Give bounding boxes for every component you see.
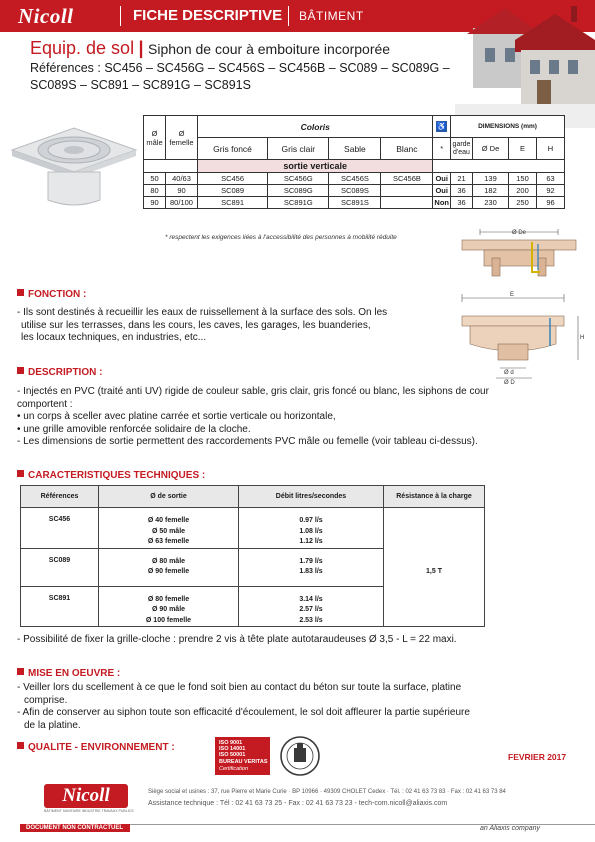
cell-male: 80 (144, 185, 166, 197)
cell-access: Oui (433, 185, 451, 197)
col-accessibility (433, 116, 451, 138)
bureau-veritas-seal-icon (270, 734, 322, 778)
product-table (143, 115, 565, 209)
debit-line: 2.57 l/s (299, 606, 323, 613)
col-resistance: Résistance à la charge (384, 486, 485, 508)
table-row (144, 197, 565, 209)
text-line: comportent : (17, 398, 73, 410)
bullet-square-icon (17, 367, 24, 374)
debit-line: 1.79 l/s (299, 557, 323, 565)
accessibility-note: * respectent les exigences liées à l'accessibilité des personnes à mobilité réduite (165, 234, 397, 241)
debit-line: 0.97 l/s (299, 517, 323, 524)
col-coloris: Coloris (198, 116, 433, 138)
col-h: H (537, 138, 565, 160)
cell-sortie (99, 508, 239, 549)
text-line: les locaux techniques, en industries, etc... (21, 332, 207, 343)
label-h: H (580, 335, 585, 341)
text-line: de la platine. (24, 719, 81, 731)
text-line: - Afin de conserver au siphon toute son efficacité d'écoulement, le sol doit affleurer la partie supérieure (17, 707, 470, 718)
col-references: Références (21, 486, 99, 508)
heading-text: DESCRIPTION : (28, 367, 103, 378)
sortie-line: Ø 63 femelle (147, 538, 190, 545)
cell-e: 150 (509, 173, 537, 185)
heading-text: MISE EN OEUVRE : (28, 668, 121, 679)
cell-access: Oui (433, 173, 451, 185)
cell-blanc (381, 185, 433, 197)
sortie-line: Ø 80 femelle (147, 595, 190, 603)
cell-blanc: SC456B (381, 173, 433, 185)
table-row (21, 508, 485, 549)
text-line: comprise. (24, 694, 68, 706)
footer-disclaimer: DOCUMENT NON CONTRACTUEL (26, 825, 123, 831)
text-line: utilise sur les terrasses, dans les cours, les caves, les garages, les buanderies, (21, 319, 371, 331)
label-d-big: Ø D (504, 380, 515, 386)
col-male: Ø mâle (144, 116, 166, 160)
text-line: - Les dimensions de sortie permettent des raccordements PVC mâle ou femelle (voir tableau ci-dessus). (17, 436, 478, 447)
fonction-text (17, 307, 437, 345)
heading-text: CARACTERISTIQUES TECHNIQUES : (28, 470, 206, 481)
cell-gris-fonce: SC089 (198, 185, 268, 197)
debit-line: 1.83 l/s (299, 568, 323, 575)
cell-femelle: 90 (166, 185, 198, 197)
cell-sable: SC456S (329, 173, 381, 185)
header-category: BÂTIMENT (299, 9, 364, 23)
footer-aliaxis: an Aliaxis company (480, 825, 541, 832)
fixing-note: - Possibilité de fixer la grille-cloche : prendre 2 vis à tête plate autotaraudeuses Ø 3,5 - L = 22 maxi. (17, 634, 457, 645)
title-product: Siphon de cour à emboiture incorporée (148, 41, 391, 57)
heading-text: QUALITE - ENVIRONNEMENT : (28, 742, 175, 753)
cell-femelle: 40/63 (166, 173, 198, 185)
sortie-line: Ø 50 mâle (151, 527, 186, 535)
cell-gris-fonce: SC891 (198, 197, 268, 209)
cell-debit (239, 548, 384, 586)
refs-line: Références : SC456 – SC456G – SC456S – SC456B – SC089 – SC089G – (30, 61, 450, 75)
label-e: E (510, 292, 515, 298)
iso-label: ISO 9001 (219, 740, 243, 746)
product-photo (8, 116, 140, 212)
col-gris-fonce: Gris foncé (198, 138, 268, 160)
section-heading-fonction (17, 288, 86, 301)
cell-e: 250 (509, 197, 537, 209)
cell-de: 139 (473, 173, 509, 185)
bullet-square-icon (17, 289, 24, 296)
iso-label: ISO 50001 (219, 752, 246, 758)
characteristics-table (20, 485, 485, 627)
label-de: Ø De (512, 230, 527, 236)
bullet-square-icon (17, 668, 24, 675)
sortie-line: Ø 40 femelle (147, 517, 190, 524)
cell-ref: SC089 (21, 548, 99, 586)
footer-head-office: Siège social et usines : 37, rue Pierre et Marie Curie · BP 10966 · 49309 CHOLET Cedex · Tél. : 02 41 63 73 83 · Fax : 02 41 63 73 84 (148, 789, 506, 795)
table-row (144, 173, 565, 185)
refs-line: SC089S – SC891 – SC891G – SC891S (30, 78, 251, 92)
section-heading-qualite (17, 741, 175, 754)
col-garde-eau: garde d'eau (451, 138, 473, 160)
cell-male: 90 (144, 197, 166, 209)
table-row (144, 185, 565, 197)
col-blanc: Blanc (381, 138, 433, 160)
cell-sable: SC089S (329, 185, 381, 197)
title-family: Equip. de sol (30, 38, 135, 58)
cell-debit (239, 586, 384, 627)
text-line: - Veiller lors du scellement à ce que le fond soit bien au contact du béton sur toute la surface, platine (17, 682, 462, 693)
nicoll-logo: Nicoll (18, 4, 74, 28)
header-divider (120, 6, 121, 26)
empty-cell (144, 160, 198, 173)
header-title: FICHE DESCRIPTIVE (133, 7, 283, 24)
cell-gris-fonce: SC456 (198, 173, 268, 185)
cell-access: Non (434, 198, 449, 207)
debit-line: 1.12 l/s (299, 538, 323, 545)
product-references (30, 60, 450, 94)
sortie-line: Ø 90 mâle (151, 606, 186, 613)
text-line: - Ils sont destinés à recueillir les eaux de ruissellement à la surface des sols. On les (17, 307, 388, 318)
certification-label: Certification (219, 766, 249, 772)
footer-tagline: BÂTIMENT SANITAIRE INDUSTRIE TRAVAUX PUBLICS (44, 809, 134, 813)
bullet-square-icon (17, 742, 24, 749)
wheelchair-icon: ♿ (436, 122, 447, 131)
cell-sable: SC891S (329, 197, 381, 209)
bullet-square-icon (17, 470, 24, 477)
col-debit: Débit litres/secondes (239, 486, 384, 508)
debit-line: 2.53 l/s (299, 616, 323, 624)
cell-ref: SC456 (21, 508, 99, 549)
cell-femelle: 80/100 (166, 197, 198, 209)
sortie-line: Ø 100 femelle (145, 616, 192, 624)
cell-ref: SC891 (21, 586, 99, 627)
cell-resistance: 1,5 T (384, 508, 485, 627)
cell-gris-clair: SC891G (268, 197, 329, 209)
cell-debit (239, 508, 384, 549)
section-heading-caracteristiques (17, 469, 205, 482)
header-divider (288, 6, 289, 26)
col-star: * (433, 138, 451, 160)
sortie-verticale-label: sortie verticale (198, 160, 433, 173)
document-date: FEVRIER 2017 (508, 752, 567, 762)
col-e: E (509, 138, 537, 160)
bureau-veritas-label: BUREAU VERITAS (219, 759, 268, 765)
cell-garde: 21 (451, 173, 473, 185)
text-line: • une grille amovible renforcée solidaire de la cloche. (17, 423, 251, 435)
cell-h: 96 (537, 197, 565, 209)
description-text (17, 386, 577, 449)
title-separator: | (138, 38, 144, 58)
cell-sortie (99, 586, 239, 627)
debit-line: 3.14 l/s (299, 595, 323, 603)
iso-label: ISO 14001 (219, 746, 246, 752)
cell-gris-clair: SC456G (268, 173, 329, 185)
col-sable: Sable (329, 138, 381, 160)
product-title (30, 38, 450, 60)
cell-sortie (99, 548, 239, 586)
empty-cell (433, 160, 565, 173)
mise-text (17, 682, 577, 732)
cell-gris-clair: SC089G (268, 185, 329, 197)
cell-h: 92 (537, 185, 565, 197)
text-line: - Injectés en PVC (traité anti UV) rigide de couleur sable, gris clair, gris foncé ou blanc, les siphons de cour (17, 386, 489, 397)
cell-male: 50 (144, 173, 166, 185)
col-femelle: Ø femelle (166, 116, 198, 160)
debit-line: 1.08 l/s (299, 527, 323, 535)
cell-de: 182 (473, 185, 509, 197)
section-heading-mise-en-oeuvre (17, 667, 120, 680)
col-gris-clair: Gris clair (268, 138, 329, 160)
cell-garde: 36 (451, 197, 473, 209)
heading-text: FONCTION : (28, 289, 87, 300)
section-heading-description (17, 366, 102, 379)
col-dimensions: DIMENSIONS (mm) (451, 116, 565, 138)
sortie-line: Ø 90 femelle (147, 568, 190, 575)
footer-nicoll-logo: Nicoll (44, 784, 128, 808)
cell-blanc (381, 197, 433, 209)
cell-h: 63 (537, 173, 565, 185)
technical-drawing (440, 226, 595, 386)
label-d-small: Ø d (504, 370, 514, 376)
sortie-line: Ø 80 mâle (151, 557, 186, 565)
col-sortie: Ø de sortie (99, 486, 239, 508)
footer-technical-assistance: Assistance technique : Tél : 02 41 63 73 25 - Fax : 02 41 63 73 23 - tech-com.nicoll@aliaxis.com (148, 800, 448, 807)
text-line: • un corps à sceller avec platine carrée et sortie verticale ou horizontale, (17, 411, 336, 422)
cell-de: 230 (473, 197, 509, 209)
house-illustration (455, 0, 595, 128)
cell-e: 200 (509, 185, 537, 197)
cell-garde: 36 (451, 185, 473, 197)
col-de: Ø De (473, 138, 509, 160)
